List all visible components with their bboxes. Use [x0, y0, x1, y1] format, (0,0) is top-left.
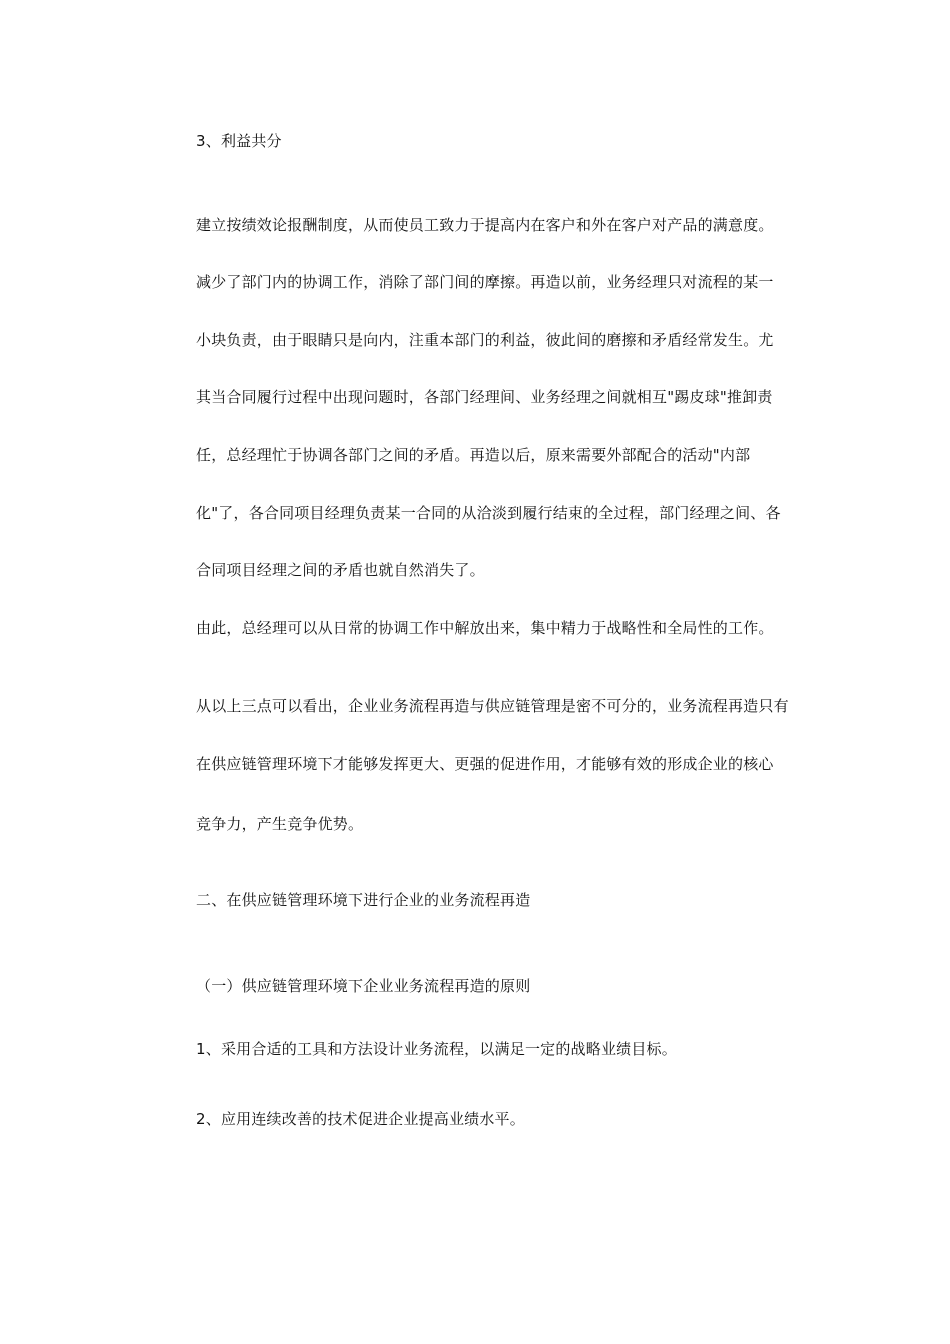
paragraph-line: 任，总经理忙于协调各部门之间的矛盾。再造以后，原来需要外部配合的活动"内部	[196, 446, 751, 464]
paragraph-line: 合同项目经理之间的矛盾也就自然消失了。	[196, 561, 485, 579]
subsection-heading-principles: （一）供应链管理环境下企业业务流程再造的原则	[196, 977, 531, 995]
paragraph-line: 从以上三点可以看出，企业业务流程再造与供应链管理是密不可分的，业务流程再造只有	[196, 697, 789, 715]
list-item-principle-1: 1、采用合适的工具和方法设计业务流程，以满足一定的战略业绩目标。	[196, 1040, 677, 1058]
paragraph-line: 由此，总经理可以从日常的协调工作中解放出来，集中精力于战略性和全局性的工作。	[196, 619, 774, 637]
paragraph-line: 在供应链管理环境下才能够发挥更大、更强的促进作用，才能够有效的形成企业的核心	[196, 755, 774, 773]
section-heading-benefit-sharing: 3、利益共分	[196, 132, 282, 150]
paragraph-line: 其当合同履行过程中出现问题时，各部门经理间、业务经理之间就相互"踢皮球"推卸责	[196, 388, 773, 406]
paragraph-line: 竞争力，产生竞争优势。	[196, 815, 364, 833]
paragraph-line: 减少了部门内的协调工作，消除了部门间的摩擦。再造以前，业务经理只对流程的某一	[196, 273, 774, 291]
section-heading-process-reengineering: 二、在供应链管理环境下进行企业的业务流程再造	[196, 891, 531, 909]
paragraph-line: 建立按绩效论报酬制度，从而使员工致力于提高内在客户和外在客户对产品的满意度。	[196, 216, 774, 234]
paragraph-line: 小块负责，由于眼睛只是向内，注重本部门的利益，彼此间的磨擦和矛盾经常发生。尤	[196, 331, 774, 349]
list-item-principle-2: 2、应用连续改善的技术促进企业提高业绩水平。	[196, 1110, 525, 1128]
paragraph-line: 化"了，各合同项目经理负责某一合同的从洽淡到履行结束的全过程，部门经理之间、各	[196, 504, 781, 522]
